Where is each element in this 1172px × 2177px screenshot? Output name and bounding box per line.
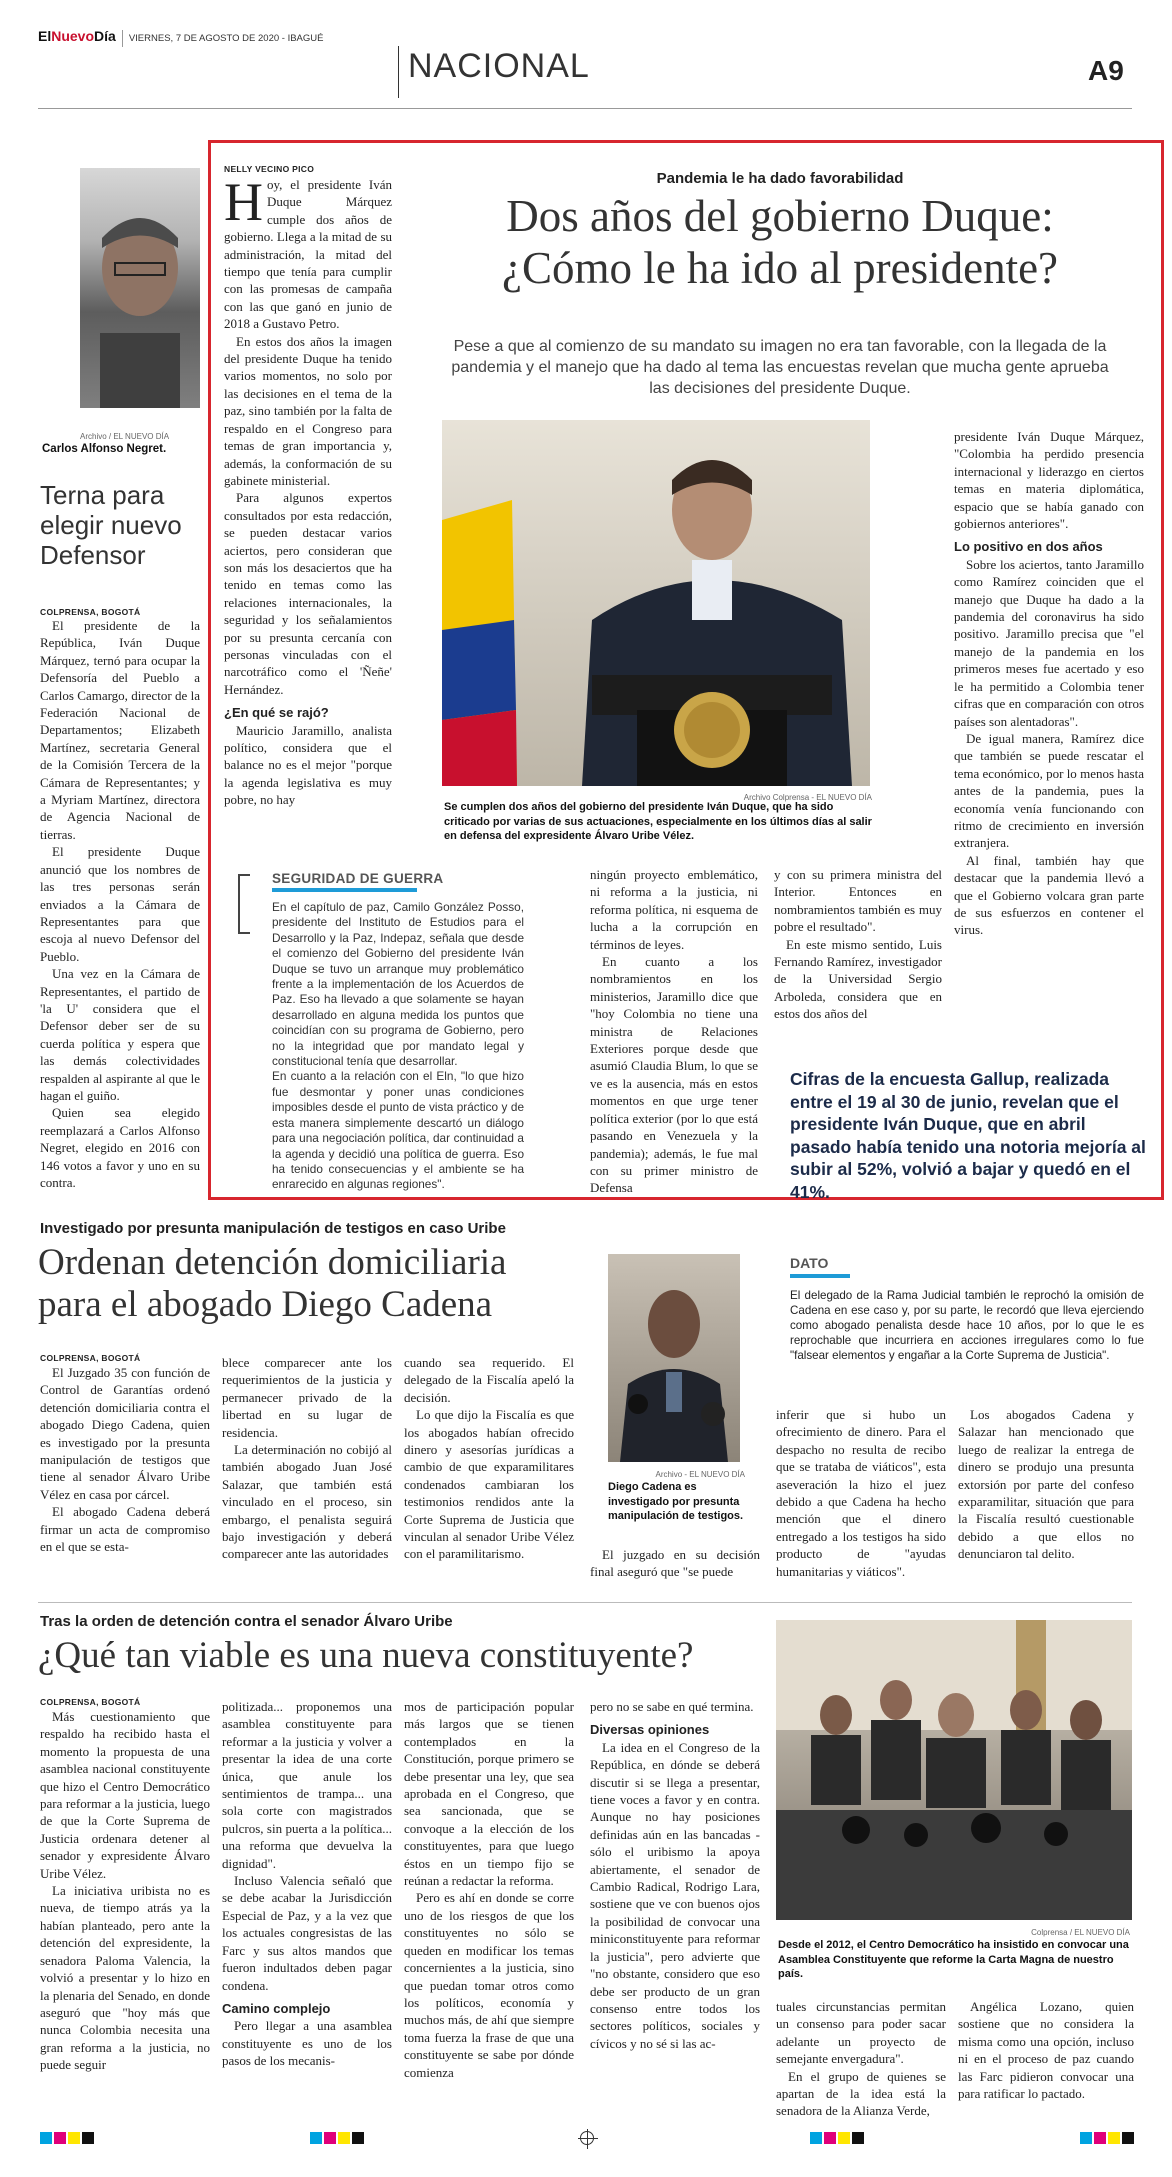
constituyente-col-4 — [590, 1698, 760, 2120]
paragraph: Lo que dijo la Fiscalía es que los abogados habían ofrecido dinero y asesorías jurídicas a cambio de que exparamilitares condenados cambiaran los testimonios rendidos ante la Corte Suprema de Justicia que vinculan al senador Uribe Vélez con el paramilitarismo. — [404, 1407, 574, 1562]
paragraph: cuando sea requerido. El delegado de la Fiscalía apeló la decisión. — [404, 1355, 574, 1405]
registration-mark-icon — [580, 2131, 594, 2145]
paragraph: Sobre los aciertos, tanto Jaramillo como Ramírez coinciden que el manejo que Duque ha dado a la pandemia del coronavirus ha sido positivo. Jaramillo precisa que "el manejo de la pandemia en los primeros meses fue acertado y eso le ha permitido a Colombia tener cifras que en comparación con otros países son alentadoras". — [954, 556, 1144, 729]
issue-date: VIERNES, 7 DE AGOSTO DE 2020 - IBAGUÉ — [122, 30, 324, 47]
paragraph: Más cuestionamiento que respaldo ha recibido hasta el momento la propuesta de una asamblea nacional constituyente que hizo el Centro Democrático para reformar a la justicia, luego de que la Corte Suprema de Justicia ordenara detener al senador y expresidente Álvaro Uribe Vélez. — [40, 1709, 210, 1881]
dato-title: DATO — [790, 1255, 829, 1271]
security-box-title: SEGURIDAD DE GUERRA — [272, 871, 444, 886]
page-number: A9 — [1088, 55, 1124, 86]
main-byline: NELLY VECINO PICO — [224, 164, 315, 174]
paragraph: En cuanto a la relación con el Eln, "lo que hizo fue desmontar y poner unas condiciones imposibles desde el punto de vista práctico y de esta manera simplemente descartó un diálogo para una negociación política, dar continuidad a la agenda y decidió una política de guerra. Eso ha tenido consecuencias y el ambiente se ha enrarecido en algunas regiones". — [272, 1069, 524, 1192]
constituyente-col-3 — [404, 1698, 574, 2120]
paragraph: En este mismo sentido, Luis Fernando Ramírez, investigador de la Universidad Sergio Arboleda, considera que en estos dos años del — [774, 936, 942, 1022]
paragraph: En estos dos años la imagen del presidente Duque ha tenido varios momentos, no solo por las decisiones en el tema de la paz, sino también por la falta de respaldo en el Congreso para temas de gran importancia y, además, la conformación de su gabinete ministerial. — [224, 333, 392, 488]
constituyente-kicker: Tras la orden de detención contra el senador Álvaro Uribe — [40, 1613, 453, 1630]
cadena-headline: Ordenan detención domiciliaria para el abogado Diego Cadena — [38, 1242, 507, 1325]
security-box — [238, 870, 528, 1195]
cadena-col-4 — [590, 1546, 760, 1586]
paragraph: En el capítulo de paz, Camilo González Posso, presidente del Instituto de Estudios para el Desarrollo y la Paz, Indepaz, señala que desde el comienzo del Gobierno del presidente Iván Duque se tuvo un arranque muy problemático frente a la implementación de los Acuerdos de Paz. Eso ha llevado a que solamente se hayan desarrollado en alguna medida los puntos que coincidían con su programa de Gobierno, pero no la integridad que por mandato legal y constitucional tenía que desarrollar. — [272, 900, 524, 1069]
duque-photo — [442, 420, 870, 786]
paragraph: De igual manera, Ramírez dice que también se puede rescatar el tema económico, por lo menos hasta antes de la pandemia, pues la economía venía funcionando con ritmo de crecimiento en inversión extranjera. — [954, 730, 1144, 851]
constituyente-col-1 — [40, 1708, 210, 2120]
constituyente-col-5 — [776, 1998, 946, 2120]
main-col-4 — [774, 866, 942, 1022]
paragraph: politizada... proponemos una asamblea constituyente para reformar a la justicia y volver a presentar la idea de una corte única, que anule los sentimientos de trampa... una sola corte con magistrados pulcros, sin puerta a la política... una reforma que devuelva la dignidad". — [222, 1699, 392, 1871]
constituyente-col-2 — [222, 1698, 392, 2120]
paragraph: El presidente Duque anunció que los nombres de las tres personas serán enviados a la Cámara de Representantes para que escoja al nuevo Defensor del Pueblo. — [40, 844, 200, 964]
paragraph: inferir que si hubo un ofrecimiento de dinero. Para el despacho no resulta de recibo que se trataba de viáticos", esta aseveración la hizo el juez debido a que Cadena ha hecho mención que el dinero entregado a los testigos ha sido producto de "ayudas humanitarias y viáticos". — [776, 1407, 946, 1579]
constituyente-headline: ¿Qué tan viable es una nueva constituyente? — [38, 1635, 694, 1676]
paragraph: El Juzgado 35 con función de Control de Garantías ordenó detención domiciliaria contra el abogado Diego Cadena, quien es investigado por la presunta manipulación de testigos que tiene al senador Álvaro Uribe Vélez en casa por cárcel. — [40, 1365, 210, 1502]
paragraph: Pero es ahí en donde se corre uno de los riesgos de que los constituyentes no sólo se queden en modificar los temas concernientes a la justicia, sino que puedan tomar otros como los políticos, economía y muchos más, de ahí que siempre toma fuerza la frase de que una constituyente se sabe por dónde comienza — [404, 1890, 574, 2080]
dato-text: El delegado de la Rama Judicial también le reprochó la omisión de Cadena en ese caso y, por su parte, le recordó que lleva ejerciendo como abogado penalista desde hace 10 años, por lo que le es reprochable que incurriera en acciones irregulares como lo fue "falsear elementos y engañar a la Corte Suprema de Justicia". — [790, 1289, 1144, 1363]
cadena-photo-credit: Archivo - EL NUEVO DÍA — [655, 1470, 745, 1479]
dato-box — [790, 1255, 1144, 1363]
paragraph: Para algunos expertos consultados por esta redacción, se pueden destacar varios aciertos, pero consideran que son más los desaciertos que ha tenido en temas como las relaciones internacionales, la seguridad y los señalamientos por su presunta cercanía con personas vinculadas con el narcotráfico como el 'Ñeñe' Hernández. — [224, 490, 392, 697]
cadena-byline: COLPRENSA, BOGOTÁ — [40, 1353, 141, 1363]
paragraph: La idea en el Congreso de la República, en dónde se deberá discutir si se llega a presentar, tiene voces a favor y en contra. Aunque no hay posiciones definidas aún en las bancadas -sólo el uribismo la apoya abiertamente, el senador de Cambio Radical, Rodrigo Lara, sostiene que ve con buenos ojos la posibilidad de convocar una miniconstituyente para reformar la justicia", pero advierte que "no obstante, considero que eso debe ser producto de un gran consenso entre todos los sectores políticos, sociales y cívicos y no sé si las ac- — [590, 1739, 760, 2051]
section-title: NACIONAL — [408, 47, 590, 85]
paragraph: Pero llegar a una asamblea constituyente es uno de los pasos de los mecanis- — [222, 2018, 392, 2069]
paragraph: La iniciativa uribista no es nueva, de tiempo atrás ya la habían planteado, pero ante la detención del expresidente, la senadora Paloma Valencia, la volvió a presentar y lo hizo en la plenaria del Senado, en donde aseguró que "hoy más que nunca Colombia necesita una gran reforma a la justicia, no puede seguir — [40, 1883, 210, 2073]
sidebar-byline: COLPRENSA, BOGOTÁ — [40, 607, 141, 617]
main-headline: Dos años del gobierno Duque: ¿Cómo le ha ido al presidente? — [501, 191, 1059, 293]
paragraph: mos de participación popular más largos que se tienen contemplados en la Constitución, porque primero se debe presentar una ley, que sea aprobada en el Congreso, que sea sancionada, que se convoque a la elección de los constituyentes, para que luego éstos en un tiempo fijo se reúnan a redactar la reforma. — [404, 1699, 574, 1889]
paragraph: Una vez en la Cámara de Representantes, el partido de 'la U' considera que el Defensor deber ser de su cuerda política y espera que las demás colectividades respalden al aspirante al que le hagan el guiño. — [40, 966, 200, 1103]
centro-photo-caption: Desde el 2012, el Centro Democrático ha insistido en convocar una Asamblea Constituyente que reforme la Carta Magna de nuestro país. — [778, 1939, 1129, 1980]
constituyente-byline: COLPRENSA, BOGOTÁ — [40, 1697, 141, 1707]
paragraph: y con su primera ministra del Interior. Entonces en nombramientos también es muy pobre el resultado". — [774, 867, 942, 935]
subhead: Diversas opiniones — [590, 1722, 710, 1738]
paragraph: En cuanto a los nombramientos en los ministerios, Jaramillo dice que "hoy Colombia no tiene una ministra de Relaciones Exteriores porque desde que asumió Claudia Blum, lo que se ve es la ausencia, más en estos momentos en que urge tener política exterior (por lo que está pasando en Venezuela y la pandemia); además, le fue mal con su primer ministro de Defensa — [590, 954, 758, 1196]
paragraph: Quien sea elegido reemplazará a Carlos Alfonso Negret, elegido en 2016 con 146 votos a favor y uno en su contra. — [40, 1105, 200, 1190]
negret-photo-caption: Carlos Alfonso Negret. — [42, 443, 167, 455]
main-col-1: Hoy, el presidente Iván Duque Márquez cumple dos años de gobierno. Llega a la mitad de su administración, la mitad del tiempo que tenía para cumplir con las promesas de campaña con las que ganó en junio de 2018 a Gustavo Petro. En estos dos años la imagen del presidente Duque ha tenido varios momentos, no solo por las decisiones en el tema de la paz, sino también por la falta de respaldo en el Congreso para temas de gran importancia y, además, la conformación de su gabinete ministerial. Para algunos expertos consultados por esta redacción, se pueden destacar varios aciertos, pero consideran que son más los desaciertos que ha tenido en temas como las relaciones internacionales, la seguridad y los señalamientos por su presunta cercanía con personas vinculadas con el narcotráfico como el 'Ñeñe' Hernández. ¿En qué se rajó? Mauricio Jaramillo, analista político, considera que el balance no es el mejor "porque la agenda legislativa es muy pobre, no hay — [224, 172, 392, 808]
paragraph: Mauricio Jaramillo, analista político, considera que el balance no es el mejor "porque la agenda legislativa es muy pobre, no hay — [224, 722, 392, 808]
paragraph: pero no se sabe en qué termina. — [590, 1699, 754, 1714]
centro-democratico-photo — [776, 1620, 1132, 1920]
negret-photo — [80, 168, 200, 408]
sidebar-title: Terna para elegir nuevo Defensor — [40, 480, 182, 570]
paragraph: El presidente de la República, Iván Duque Márquez, ternó para ocupar la Defensoría del Pueblo a Carlos Camargo, director de la Federación Nacional de Departamentos; Elizabeth Martínez, secretaria General de la Comisión Tercera de la Cámara de Representantes; y a Myriam Martínez, directora de Agencia Nacional de tierras. — [40, 618, 200, 842]
paragraph: ningún proyecto emblemático, ni reforma a la justicia, ni reforma política, ni esquema de lucha a la corrupción en términos de leyes. — [590, 867, 758, 952]
masthead — [38, 28, 323, 44]
paragraph: En el grupo de quienes se apartan de la idea está la senadora de la Alianza Verde, — [776, 2068, 946, 2119]
main-deck: Pese a que al comienzo de su mandato su imagen no era tan favorable, con la llegada de la pandemia y el manejo que ha dado al tema las encuestas revelan que mucha gente aprueba las decisiones del presidente Duque. — [451, 338, 1109, 397]
paragraph: Los abogados Cadena y Salazar han mencionado que luego de realizar la entrega de dinero se produjo una presunta extorsión por parte del confeso exparamilitar, situación que para la Fiscalía resultó cuestionable debido a que ellos no denunciaron tal delito. — [958, 1407, 1134, 1562]
cadena-col-6 — [958, 1406, 1134, 1586]
cadena-photo — [608, 1254, 740, 1462]
paragraph: El abogado Cadena deberá firmar un acta de compromiso en el que se esta- — [40, 1504, 210, 1555]
paragraph: Al final, también hay que destacar que la pandemia llevó a que el Gobierno volcara gran parte de sus esfuerzos en contener el virus. — [954, 852, 1144, 938]
print-color-bar — [40, 2132, 1134, 2144]
brand-logo: ElNuevoDía — [38, 28, 116, 44]
paragraph: Incluso Valencia señaló que se debe acabar la Jurisdicción Especial de Paz, y a la vez que los actuales congresistas de las Farc y sus altos mandos que fueron indultados deben pagar condena. — [222, 1873, 392, 1993]
cadena-kicker: Investigado por presunta manipulación de testigos en caso Uribe — [40, 1220, 506, 1237]
main-kicker: Pandemia le ha dado favorabilidad — [656, 170, 904, 187]
main-col-3 — [590, 866, 758, 1196]
constituyente-col-6 — [958, 1998, 1134, 2120]
dropcap: H — [224, 172, 263, 232]
sidebar-body — [40, 617, 200, 1195]
cadena-col-2 — [222, 1354, 392, 1589]
paragraph: tuales circunstancias permitan un consenso para poder sacar adelante un proyecto de semejante envergadura". — [776, 1999, 946, 2067]
gallup-highlight: Cifras de la encuesta Gallup, realizada entre el 19 al 30 de junio, revelan que el presidente Iván Duque, que en abril pasado había tenido una notoria mejoría al subir al 52%, volvió a bajar y quedó en el 41%. — [790, 1069, 1146, 1202]
cadena-col-3 — [404, 1354, 574, 1589]
duque-photo-caption: Se cumplen dos años del gobierno del presidente Iván Duque, que ha sido criticado por varias de sus actuaciones, especialmente en los últimos días al salir en defensa del expresidente Álvaro Uribe Vélez. — [444, 801, 872, 842]
subhead: Lo positivo en dos años — [954, 539, 1103, 555]
centro-photo-credit: Colprensa / EL NUEVO DÍA — [1031, 1928, 1130, 1937]
paragraph: Angélica Lozano, quien sostiene que no considera la misma como una opción, incluso ni en el proceso de paz cuando las Farc pidieron convocar una para ratificar lo pactado. — [958, 1999, 1134, 2102]
paragraph: El juzgado en su decisión final aseguró que "se puede — [590, 1547, 760, 1580]
cadena-photo-caption: Diego Cadena es investigado por presunta manipulación de testigos. — [608, 1481, 744, 1522]
cadena-col-1 — [40, 1364, 210, 1589]
paragraph: blece comparecer ante los requerimientos de la justicia y permanecer privado de la libertad en su lugar de residencia. — [222, 1355, 392, 1440]
subhead: ¿En qué se rajó? — [224, 705, 329, 721]
main-col-5 — [954, 428, 1144, 1068]
cadena-col-5 — [776, 1406, 946, 1586]
subhead: Camino complejo — [222, 2000, 331, 2016]
paragraph: La determinación no cobijó al también abogado Juan José Salazar, que también está vinculado en el proceso, sin embargo, el penalista seguirá bajo investigación y deberá comparecer ante las autoridades — [222, 1442, 392, 1562]
negret-photo-credit: Archivo / EL NUEVO DÍA — [80, 432, 170, 441]
duque-photo-credit: Archivo Colprensa - EL NUEVO DÍA — [743, 793, 872, 802]
paragraph: presidente Iván Duque Márquez, "Colombia ha perdido presencia internacional y liderazgo en ciertos temas en materia diplomática, espacio que se había ganado con gobiernos anteriores". — [954, 429, 1144, 532]
